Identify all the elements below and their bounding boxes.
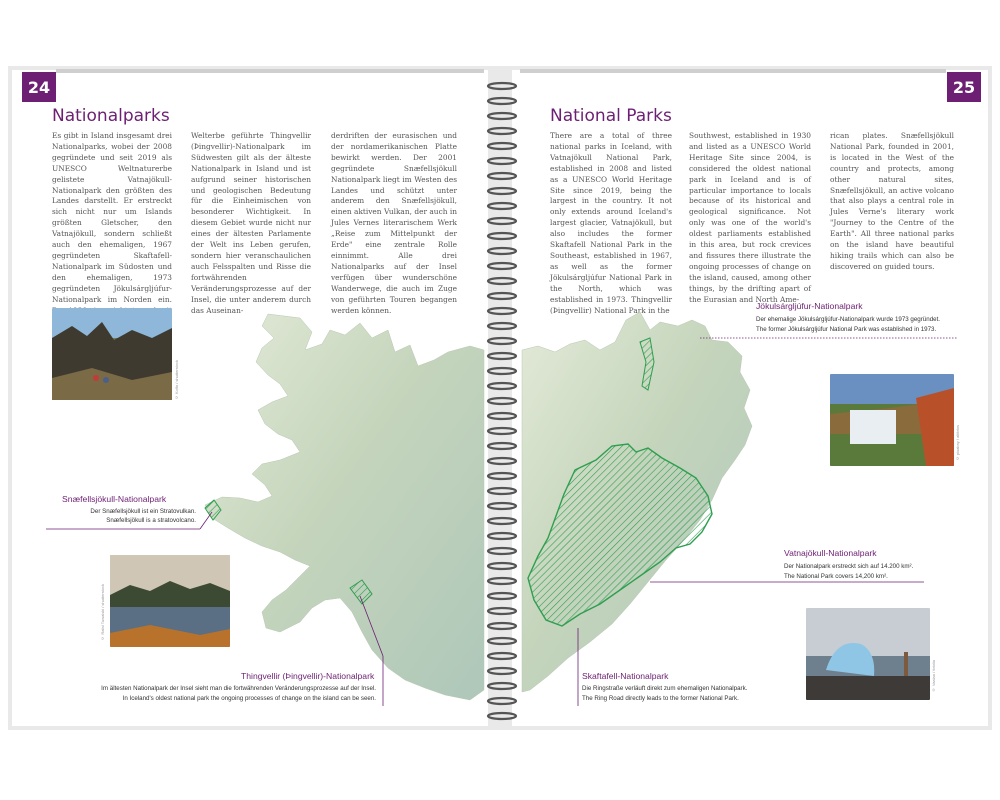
spiral-ring <box>488 323 516 329</box>
spiral-ring <box>488 473 516 479</box>
spiral-ring <box>488 248 516 254</box>
spiral-ring <box>488 563 516 569</box>
spiral-ring <box>488 218 516 224</box>
spiral-ring <box>488 623 516 629</box>
spiral-ring <box>488 488 516 494</box>
thingvellir-title: Thingvellir (Þingvellir)-Nationalpark <box>241 671 375 681</box>
waterfall-photo <box>830 374 954 466</box>
left-page-title: Nationalparks <box>52 106 170 126</box>
spiral-ring <box>488 398 516 404</box>
spiral-ring <box>488 308 516 314</box>
spiral-ring <box>488 233 516 239</box>
vatnajokull-desc-de: Der Nationalpark erstreckt sich auf 14.200 km². <box>784 563 914 570</box>
spiral-ring <box>488 353 516 359</box>
spiral-ring <box>488 713 516 719</box>
snaefellsjokull-title: Snæfellsjökull-Nationalpark <box>62 494 167 504</box>
right-column-3: rican plates. Snæfellsjökull National Park, founded in 2001, is located in the West of the country and protects, among other natural sites, Snæfellsjökull, an active volcano that also plays a central role in Jules Verne's literary work "Journey to the Centre of the Earth". All three national parks on the island have beautiful hiking trails which can also be discovered on guided tours. <box>830 131 954 271</box>
skaftafell-desc-de: Die Ringstraße verläuft direkt zum ehemaligen Nationalpark. <box>582 685 748 692</box>
right-column-2: Southwest, established in 1930 and listed as a UNESCO World Heritage Site since 2004, is considered the oldest national park in Iceland and is of particular importance to locals because of its historical and geological significance. Not only was one of the world's oldest parliaments established in this area, but rock crevices and fissures there illustrate the ongoing processes of change on the island, caused, among other things, by the drifting apart of the Eurasian and North Ame- <box>689 131 811 304</box>
thingvellir-rocks-photo <box>52 308 172 400</box>
spiral-ring <box>488 503 516 509</box>
skaftafell-title: Skaftafell-Nationalpark <box>582 671 669 681</box>
lake-photo <box>110 555 230 647</box>
left-photo-credit-2: © Rafal Tuwalski / shutterstock <box>100 584 105 641</box>
spiral-ring <box>488 158 516 164</box>
spiral-ring <box>488 578 516 584</box>
spiral-ring <box>488 653 516 659</box>
snaefellsjokull-desc-de: Der Snæfellsjökull ist ein Stratovulkan. <box>90 508 196 515</box>
spiral-ring <box>488 518 516 524</box>
iceland-land-left <box>205 314 484 700</box>
snaefellsjokull-leader-diag <box>200 512 212 529</box>
spiral-ring <box>488 533 516 539</box>
right-page-number: 25 <box>947 72 981 102</box>
jokulsargljufur-title: Jökulsárgljúfur-Nationalpark <box>756 301 863 311</box>
spiral-ring <box>488 683 516 689</box>
left-column-3: derdriften der eurasischen und der nordamerikanischen Platte bewirkt werden. Der 2001 gegründete Snæfellsjökull Nationalpark liegt im Westen des Landes und schützt unter anderem den Snæfellsjökull, einen aktiven Vulkan, der auch in Jules Vernes literarischem Werk „Reise zum Mittelpunkt der Erde" eine zentrale Rolle einnimmt. Alle drei Nationalparks auf der Insel verfügen über wunderschöne Wanderwege, die auch im Zuge von geführten Touren begangen werden können. <box>331 131 457 315</box>
thingvellir-desc-en: In Iceland's oldest national park the ongoing processes of change on the island can be seen. <box>122 695 376 702</box>
left-column-2: Welterbe geführte Thingvellir (Þingvellir)-Nationalpark im Südwesten gilt als der älteste Nationalpark in Island und ist aufgrund seiner historischen und geologischen Bedeutung für die Einheimischen von besonderer Wichtigkeit. In diesem Gebiet wurde nicht nur eines der ältesten Parlamente der Welt ins Leben gerufen, sondern hier veranschaulichen auch Felsspalten und Risse die fortwährenden Veränderungsprozesse auf der Insel, die unter anderem durch das Auseinan- <box>191 131 311 315</box>
right-page-title: National Parks <box>550 106 672 126</box>
spiral-ring <box>488 668 516 674</box>
spiral-ring <box>488 548 516 554</box>
jokulsargljufur-desc-de: Der ehemalige Jökulsárgljúfur-Nationalpark wurde 1973 gegründet. <box>756 316 941 323</box>
spiral-ring <box>488 188 516 194</box>
spiral-ring <box>488 143 516 149</box>
spiral-ring <box>488 698 516 704</box>
spiral-ring <box>488 293 516 299</box>
spiral-ring <box>488 128 516 134</box>
spiral-ring <box>488 368 516 374</box>
spiral-ring <box>488 458 516 464</box>
right-photo-credit-2: © Vaalaa / fotolia <box>931 660 936 693</box>
vatnajokull-desc-en: The National Park covers 14,200 km². <box>784 573 888 580</box>
spiral-ring <box>488 278 516 284</box>
right-photo-credit-1: © pixabay / altfotos <box>955 425 960 462</box>
spiral-ring <box>488 98 516 104</box>
spiral-ring <box>488 263 516 269</box>
spiral-ring <box>488 413 516 419</box>
spiral-ring <box>488 608 516 614</box>
jokulsargljufur-desc-en: The former Jökulsárgljúfur National Park was established in 1973. <box>756 326 937 333</box>
iceberg-photo <box>806 608 930 700</box>
spiral-ring <box>488 383 516 389</box>
spiral-ring <box>488 428 516 434</box>
spiral-ring <box>488 638 516 644</box>
spiral-ring <box>488 173 516 179</box>
spiral-ring <box>488 338 516 344</box>
left-page-number: 24 <box>22 72 56 102</box>
spiral-ring <box>488 443 516 449</box>
vatnajokull-title: Vatnajökull-Nationalpark <box>784 548 877 558</box>
spiral-ring <box>488 593 516 599</box>
left-column-1: Es gibt in Island insgesamt drei Nationalparks, wobei der 2008 gegründete und seit 2019 als UNESCO Weltnaturerbe gelistete Vatnajökull-Nationalpark den größten des Landes darstellt. Er erstreckt sich nicht nur um Islands größten Gletscher, den Vatnajökull, sondern schließt auch den ehemaligen, 1967 gegründeten Skaftafell-Nationalpark im Südosten und den ehemaligen, 1973 gegründeten Jökulsárgljúfur-Nationalpark im Norden ein. <box>52 131 172 304</box>
right-column-1: There are a total of three national parks in Iceland, with Vatnajökull National Park, established in 2008 and listed as a UNESCO World Heritage Site since 2019, being the largest in the country. It not only extends around Iceland's largest glacier, Vatnajökull, but also includes the former Skaftafell National Park in the Southeast, established in 1967, as well as the former Jökulsárgljúfur National Park in the North, which was established in 1973. Thingvellir (Þingvellir) National Park in the <box>550 131 672 315</box>
spiral-ring <box>488 83 516 89</box>
thingvellir-desc-de: Im ältesten Nationalpark der Insel sieht man die fortwährenden Veränderungsprozesse auf der Insel. <box>101 685 376 692</box>
skaftafell-desc-en: The Ring Road directly leads to the former National Park. <box>582 695 739 702</box>
left-photo-credit-1: © Kolfa / shutterstock <box>174 360 179 401</box>
snaefellsjokull-desc-en: Snæfellsjökull is a stratovolcano. <box>106 517 196 524</box>
spiral-ring <box>488 113 516 119</box>
spiral-binding <box>482 78 522 728</box>
spiral-ring <box>488 203 516 209</box>
